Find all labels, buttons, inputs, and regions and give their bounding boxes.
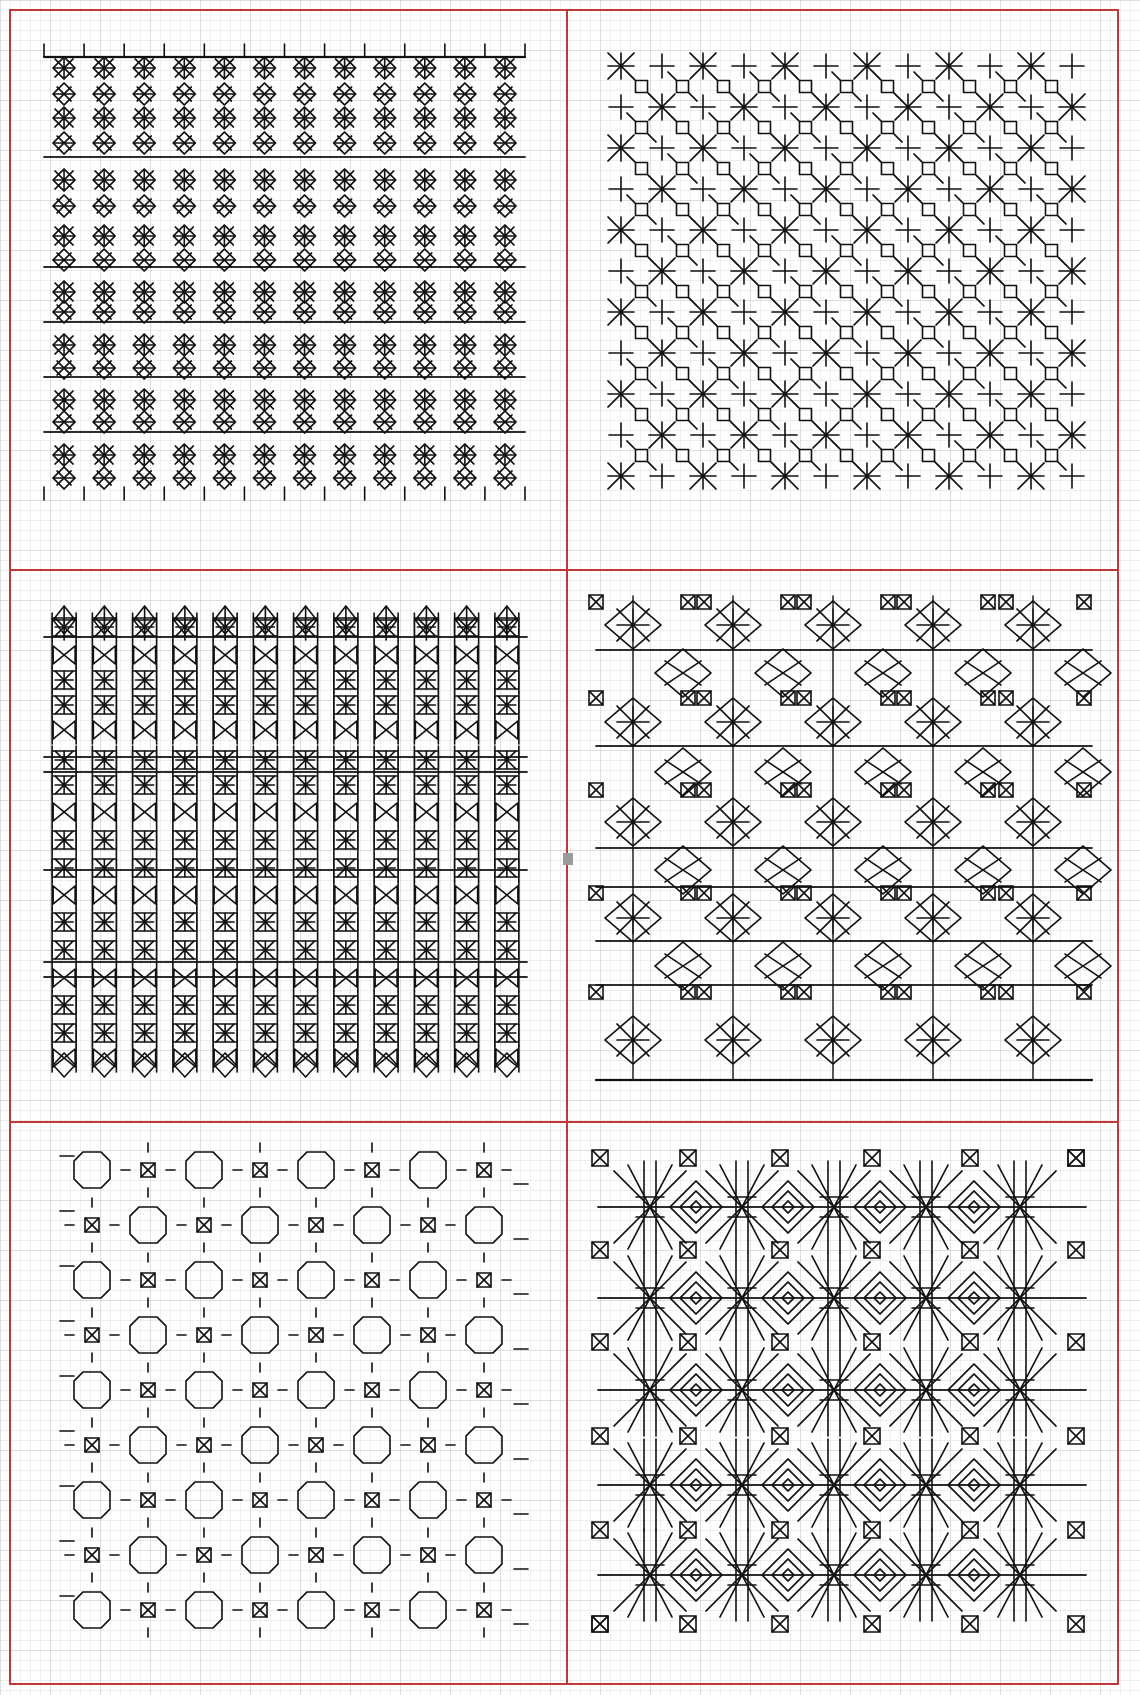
center-marker	[563, 853, 573, 865]
